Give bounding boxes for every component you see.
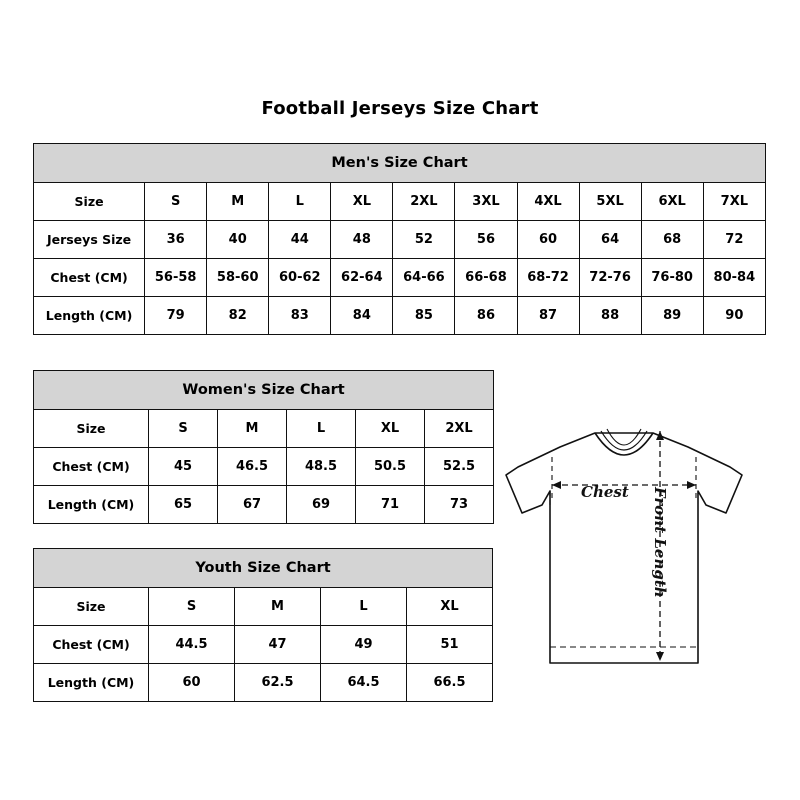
cell: 64 <box>579 221 641 259</box>
table-caption-row <box>34 549 493 588</box>
table-row <box>34 626 493 664</box>
column-header: 2XL <box>393 183 455 221</box>
cell: 68 <box>641 221 703 259</box>
column-header: M <box>235 588 321 626</box>
row-label: Length (CM) <box>34 664 149 702</box>
cell: 64.5 <box>321 664 407 702</box>
cell: 44.5 <box>149 626 235 664</box>
cell: 44 <box>269 221 331 259</box>
cell: 84 <box>331 297 393 335</box>
column-header: 7XL <box>703 183 765 221</box>
cell: 72-76 <box>579 259 641 297</box>
column-header: 6XL <box>641 183 703 221</box>
table-row <box>34 259 766 297</box>
cell: 62-64 <box>331 259 393 297</box>
cell: 60 <box>149 664 235 702</box>
cell: 79 <box>145 297 207 335</box>
table-header-row <box>34 183 766 221</box>
column-header: 5XL <box>579 183 641 221</box>
front-length-label: Front Length <box>651 487 669 598</box>
mens-size-table <box>33 143 766 335</box>
table-row <box>34 664 493 702</box>
cell: 90 <box>703 297 765 335</box>
column-header: L <box>287 410 356 448</box>
cell: 52 <box>393 221 455 259</box>
tshirt-icon <box>500 395 790 695</box>
cell: 71 <box>356 486 425 524</box>
cell: 64-66 <box>393 259 455 297</box>
table-header-row <box>34 588 493 626</box>
column-header: S <box>149 588 235 626</box>
row-label: Chest (CM) <box>34 448 149 486</box>
tshirt-measurement-diagram <box>500 395 790 695</box>
cell: 73 <box>425 486 494 524</box>
cell: 66-68 <box>455 259 517 297</box>
column-header: Size <box>34 410 149 448</box>
column-header: S <box>149 410 218 448</box>
row-label: Chest (CM) <box>34 626 149 664</box>
cell: 62.5 <box>235 664 321 702</box>
chest-label: Chest <box>581 483 629 501</box>
cell: 45 <box>149 448 218 486</box>
mens-table-caption: Men's Size Chart <box>34 144 766 183</box>
cell: 65 <box>149 486 218 524</box>
column-header: M <box>207 183 269 221</box>
column-header: L <box>269 183 331 221</box>
cell: 88 <box>579 297 641 335</box>
table-caption-row <box>34 144 766 183</box>
column-header: Size <box>34 588 149 626</box>
column-header: S <box>145 183 207 221</box>
cell: 60-62 <box>269 259 331 297</box>
cell: 67 <box>218 486 287 524</box>
cell: 85 <box>393 297 455 335</box>
column-header: XL <box>407 588 493 626</box>
cell: 66.5 <box>407 664 493 702</box>
row-label: Length (CM) <box>34 297 145 335</box>
column-header: Size <box>34 183 145 221</box>
cell: 36 <box>145 221 207 259</box>
cell: 56 <box>455 221 517 259</box>
column-header: 3XL <box>455 183 517 221</box>
cell: 49 <box>321 626 407 664</box>
mens-size-chart <box>33 143 766 335</box>
cell: 69 <box>287 486 356 524</box>
cell: 83 <box>269 297 331 335</box>
column-header: 4XL <box>517 183 579 221</box>
cell: 80-84 <box>703 259 765 297</box>
cell: 82 <box>207 297 269 335</box>
table-caption-row <box>34 371 494 410</box>
youth-table-caption: Youth Size Chart <box>34 549 493 588</box>
cell: 68-72 <box>517 259 579 297</box>
cell: 48 <box>331 221 393 259</box>
table-row <box>34 486 494 524</box>
table-row <box>34 448 494 486</box>
column-header: XL <box>356 410 425 448</box>
cell: 86 <box>455 297 517 335</box>
cell: 72 <box>703 221 765 259</box>
cell: 48.5 <box>287 448 356 486</box>
column-header: L <box>321 588 407 626</box>
table-row <box>34 221 766 259</box>
youth-size-chart <box>33 548 493 702</box>
cell: 47 <box>235 626 321 664</box>
cell: 40 <box>207 221 269 259</box>
cell: 51 <box>407 626 493 664</box>
cell: 76-80 <box>641 259 703 297</box>
womens-table-caption: Women's Size Chart <box>34 371 494 410</box>
row-label: Chest (CM) <box>34 259 145 297</box>
page-title: Football Jerseys Size Chart <box>261 98 539 119</box>
youth-size-table <box>33 548 493 702</box>
cell: 52.5 <box>425 448 494 486</box>
table-header-row <box>34 410 494 448</box>
cell: 89 <box>641 297 703 335</box>
cell: 60 <box>517 221 579 259</box>
womens-size-chart <box>33 370 494 524</box>
table-row <box>34 297 766 335</box>
row-label: Length (CM) <box>34 486 149 524</box>
column-header: M <box>218 410 287 448</box>
column-header: XL <box>331 183 393 221</box>
womens-size-table <box>33 370 494 524</box>
cell: 56-58 <box>145 259 207 297</box>
row-label: Jerseys Size <box>34 221 145 259</box>
cell: 87 <box>517 297 579 335</box>
cell: 50.5 <box>356 448 425 486</box>
cell: 58-60 <box>207 259 269 297</box>
column-header: 2XL <box>425 410 494 448</box>
cell: 46.5 <box>218 448 287 486</box>
